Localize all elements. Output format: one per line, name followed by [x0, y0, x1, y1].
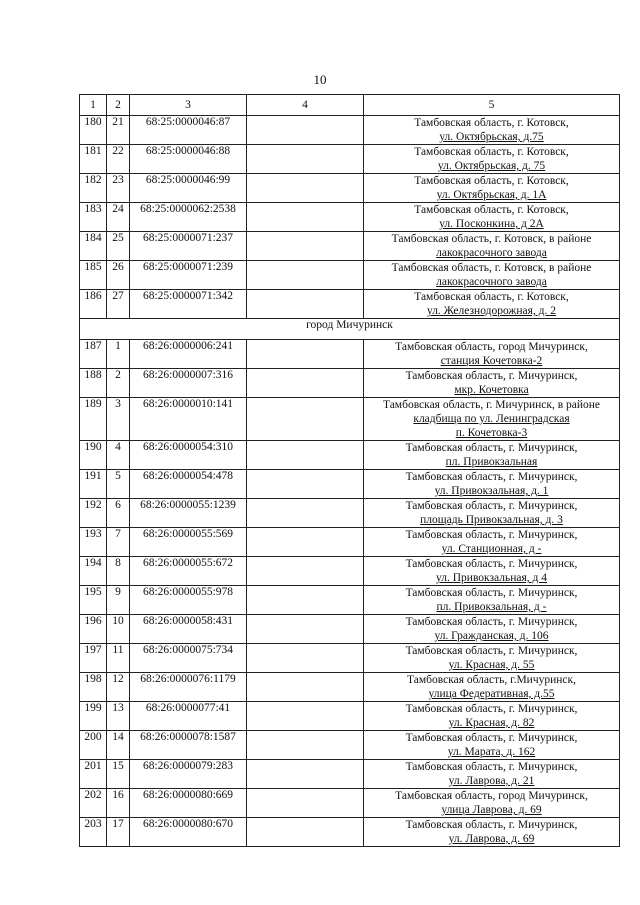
empty-cell	[247, 586, 364, 615]
address-line: Тамбовская область, г. Мичуринск,	[405, 645, 578, 657]
column-header: 5	[364, 95, 620, 116]
address-line: ул. Железнодорожная, д. 2	[426, 305, 557, 317]
address-line: Тамбовская область, г. Котовск,	[414, 117, 569, 129]
address-line: ул. Привокзальная, д. 1	[434, 485, 549, 497]
address-line: ул. Гражданская, д. 106	[434, 630, 549, 642]
row-number: 203	[80, 818, 107, 847]
empty-cell	[247, 760, 364, 789]
address-cell	[364, 145, 620, 174]
cadastral-number: 68:25:0000071:237	[130, 232, 247, 261]
sub-number: 14	[107, 731, 130, 760]
address-line: Тамбовская область, г.Мичуринск,	[407, 674, 576, 686]
address-line: Тамбовская область, г. Мичуринск,	[405, 558, 578, 570]
address-cell	[364, 232, 620, 261]
row-number: 186	[80, 290, 107, 319]
address-cell	[364, 644, 620, 673]
address-line: Тамбовская область, г. Мичуринск,	[405, 732, 578, 744]
kotovsk-rows	[80, 116, 620, 319]
sub-number: 10	[107, 615, 130, 644]
row-number: 187	[80, 340, 107, 369]
row-number: 190	[80, 441, 107, 470]
row-number: 181	[80, 145, 107, 174]
cadastral-number: 68:26:0000007:316	[130, 369, 247, 398]
address-line: лакокрасочного завода	[436, 276, 547, 288]
empty-cell	[247, 557, 364, 586]
table-row	[80, 470, 620, 499]
address-line: Тамбовская область, г. Мичуринск,	[405, 370, 578, 382]
address-cell	[364, 290, 620, 319]
address-line: ул. Красная, д. 82	[448, 717, 535, 729]
sub-number: 3	[107, 398, 130, 441]
table-row	[80, 369, 620, 398]
table-row	[80, 340, 620, 369]
table-row	[80, 615, 620, 644]
row-number: 201	[80, 760, 107, 789]
cadastral-number: 68:25:0000046:88	[130, 145, 247, 174]
row-number: 200	[80, 731, 107, 760]
sub-number: 22	[107, 145, 130, 174]
address-cell	[364, 818, 620, 847]
empty-cell	[247, 470, 364, 499]
cadastral-number: 68:26:0000055:672	[130, 557, 247, 586]
registry-table	[79, 94, 620, 847]
empty-cell	[247, 261, 364, 290]
row-number: 191	[80, 470, 107, 499]
address-line: Тамбовская область, г. Мичуринск,	[405, 471, 578, 483]
table-row	[80, 818, 620, 847]
table-row	[80, 760, 620, 789]
address-cell	[364, 528, 620, 557]
column-header: 3	[130, 95, 247, 116]
address-line: Тамбовская область, город Мичуринск,	[395, 341, 588, 353]
cadastral-number: 68:25:0000071:239	[130, 261, 247, 290]
sub-number: 11	[107, 644, 130, 673]
sub-number: 12	[107, 673, 130, 702]
address-cell	[364, 673, 620, 702]
row-number: 184	[80, 232, 107, 261]
address-line: ул. Лаврова, д. 69	[448, 833, 535, 845]
sub-number: 23	[107, 174, 130, 203]
address-line: Тамбовская область, г. Мичуринск, в районе	[382, 399, 601, 411]
sub-number: 25	[107, 232, 130, 261]
address-line: пл. Привокзальная, д -	[436, 601, 547, 613]
address-cell	[364, 116, 620, 145]
address-cell	[364, 340, 620, 369]
sub-number: 7	[107, 528, 130, 557]
address-cell	[364, 731, 620, 760]
address-line: площадь Привокзальная, д. 3	[420, 514, 563, 526]
address-line: Тамбовская область, г. Котовск,	[414, 175, 569, 187]
address-line: п. Кочетовка-3	[455, 427, 528, 439]
sub-number: 2	[107, 369, 130, 398]
sub-number: 17	[107, 818, 130, 847]
sub-number: 21	[107, 116, 130, 145]
sub-number: 15	[107, 760, 130, 789]
cadastral-number: 68:26:0000055:1239	[130, 499, 247, 528]
row-number: 196	[80, 615, 107, 644]
table-row	[80, 731, 620, 760]
empty-cell	[247, 702, 364, 731]
header-row	[80, 95, 620, 116]
address-line: улица Федеративная, д.55	[428, 688, 555, 700]
sub-number: 27	[107, 290, 130, 319]
empty-cell	[247, 232, 364, 261]
table-row	[80, 203, 620, 232]
address-line: ул. Лаврова, д. 21	[448, 775, 535, 787]
table-row	[80, 174, 620, 203]
address-line: кладбища по ул. Ленинградская	[413, 413, 570, 425]
address-line: лакокрасочного завода	[436, 247, 547, 259]
address-line: ул. Марата, д. 162	[447, 746, 536, 758]
table-row	[80, 789, 620, 818]
address-cell	[364, 615, 620, 644]
address-line: Тамбовская область, г. Мичуринск,	[405, 703, 578, 715]
sub-number: 6	[107, 499, 130, 528]
table-row	[80, 116, 620, 145]
table-row	[80, 557, 620, 586]
empty-cell	[247, 731, 364, 760]
address-line: ул. Октябрьская, д. 1А	[436, 189, 547, 201]
cadastral-number: 68:25:0000062:2538	[130, 203, 247, 232]
row-number: 188	[80, 369, 107, 398]
address-line: Тамбовская область, г. Котовск, в районе	[391, 233, 592, 245]
column-header: 4	[247, 95, 364, 116]
cadastral-number: 68:25:0000046:99	[130, 174, 247, 203]
cadastral-number: 68:26:0000080:669	[130, 789, 247, 818]
cadastral-number: 68:26:0000078:1587	[130, 731, 247, 760]
address-line: Тамбовская область, город Мичуринск,	[395, 790, 588, 802]
cadastral-number: 68:26:0000058:431	[130, 615, 247, 644]
row-number: 202	[80, 789, 107, 818]
address-cell	[364, 760, 620, 789]
table-row	[80, 290, 620, 319]
address-cell	[364, 174, 620, 203]
table-row	[80, 673, 620, 702]
cadastral-number: 68:26:0000076:1179	[130, 673, 247, 702]
address-line: Тамбовская область, г. Мичуринск,	[405, 529, 578, 541]
cadastral-number: 68:26:0000006:241	[130, 340, 247, 369]
column-header: 1	[80, 95, 107, 116]
address-line: Тамбовская область, г. Котовск,	[414, 146, 569, 158]
address-line: пл. Привокзальная	[445, 456, 538, 468]
empty-cell	[247, 615, 364, 644]
address-cell	[364, 369, 620, 398]
table-row	[80, 261, 620, 290]
empty-cell	[247, 290, 364, 319]
address-line: Тамбовская область, г. Мичуринск,	[405, 587, 578, 599]
address-line: улица Лаврова, д. 69	[441, 804, 542, 816]
row-number: 189	[80, 398, 107, 441]
empty-cell	[247, 398, 364, 441]
address-line: ул. Посконкина, д 2А	[439, 218, 544, 230]
empty-cell	[247, 528, 364, 557]
address-line: ул. Октябрьская, д. 75	[437, 160, 546, 172]
sub-number: 8	[107, 557, 130, 586]
address-line: мкр. Кочетовка	[454, 384, 529, 396]
empty-cell	[247, 789, 364, 818]
empty-cell	[247, 644, 364, 673]
cadastral-number: 68:26:0000010:141	[130, 398, 247, 441]
cadastral-number: 68:26:0000077:41	[130, 702, 247, 731]
address-cell	[364, 557, 620, 586]
cadastral-number: 68:26:0000054:478	[130, 470, 247, 499]
address-line: Тамбовская область, г. Мичуринск,	[405, 500, 578, 512]
table-row	[80, 398, 620, 441]
table-row	[80, 586, 620, 615]
cadastral-number: 68:26:0000079:283	[130, 760, 247, 789]
row-number: 183	[80, 203, 107, 232]
cadastral-number: 68:25:0000046:87	[130, 116, 247, 145]
cadastral-number: 68:26:0000054:310	[130, 441, 247, 470]
address-cell	[364, 261, 620, 290]
address-cell	[364, 203, 620, 232]
table-row	[80, 145, 620, 174]
address-cell	[364, 470, 620, 499]
address-cell	[364, 499, 620, 528]
row-number: 195	[80, 586, 107, 615]
empty-cell	[247, 116, 364, 145]
row-number: 197	[80, 644, 107, 673]
sub-number: 5	[107, 470, 130, 499]
empty-cell	[247, 441, 364, 470]
empty-cell	[247, 145, 364, 174]
address-cell	[364, 702, 620, 731]
address-line: станция Кочетовка-2	[440, 355, 543, 367]
page-number: 10	[313, 72, 327, 87]
empty-cell	[247, 673, 364, 702]
empty-cell	[247, 499, 364, 528]
sub-number: 9	[107, 586, 130, 615]
address-line: Тамбовская область, г. Мичуринск,	[405, 761, 578, 773]
address-line: ул. Привокзальная, д 4	[436, 572, 547, 584]
sub-number: 13	[107, 702, 130, 731]
table-row	[80, 232, 620, 261]
address-line: Тамбовская область, г. Мичуринск,	[405, 442, 578, 454]
cadastral-number: 68:26:0000055:978	[130, 586, 247, 615]
empty-cell	[247, 369, 364, 398]
table-row	[80, 528, 620, 557]
cadastral-number: 68:26:0000080:670	[130, 818, 247, 847]
empty-cell	[247, 818, 364, 847]
cadastral-number: 68:26:0000075:734	[130, 644, 247, 673]
sub-number: 16	[107, 789, 130, 818]
address-line: ул. Октябрьская, д.75	[439, 131, 544, 143]
row-number: 182	[80, 174, 107, 203]
group-title-row	[80, 319, 620, 340]
address-line: ул. Станционная, д -	[441, 543, 542, 555]
address-cell	[364, 586, 620, 615]
address-line: ул. Красная, д. 55	[448, 659, 535, 671]
address-cell	[364, 441, 620, 470]
row-number: 198	[80, 673, 107, 702]
cadastral-number: 68:25:0000071:342	[130, 290, 247, 319]
address-line: Тамбовская область, г. Мичуринск,	[405, 616, 578, 628]
address-line: Тамбовская область, г. Котовск,	[414, 204, 569, 216]
sub-number: 26	[107, 261, 130, 290]
empty-cell	[247, 203, 364, 232]
sub-number: 24	[107, 203, 130, 232]
row-number: 180	[80, 116, 107, 145]
row-number: 194	[80, 557, 107, 586]
table-row	[80, 441, 620, 470]
address-cell	[364, 398, 620, 441]
cadastral-number: 68:26:0000055:569	[130, 528, 247, 557]
table-row	[80, 644, 620, 673]
group-title: город Мичуринск	[80, 319, 620, 340]
address-line: Тамбовская область, г. Котовск,	[414, 291, 569, 303]
row-number: 192	[80, 499, 107, 528]
address-line: Тамбовская область, г. Котовск, в районе	[391, 262, 592, 274]
sub-number: 4	[107, 441, 130, 470]
row-number: 193	[80, 528, 107, 557]
table-row	[80, 702, 620, 731]
column-header: 2	[107, 95, 130, 116]
table-row	[80, 499, 620, 528]
row-number: 185	[80, 261, 107, 290]
empty-cell	[247, 174, 364, 203]
sub-number: 1	[107, 340, 130, 369]
address-cell	[364, 789, 620, 818]
michurinsk-rows	[80, 340, 620, 847]
address-line: Тамбовская область, г. Мичуринск,	[405, 819, 578, 831]
empty-cell	[247, 340, 364, 369]
row-number: 199	[80, 702, 107, 731]
